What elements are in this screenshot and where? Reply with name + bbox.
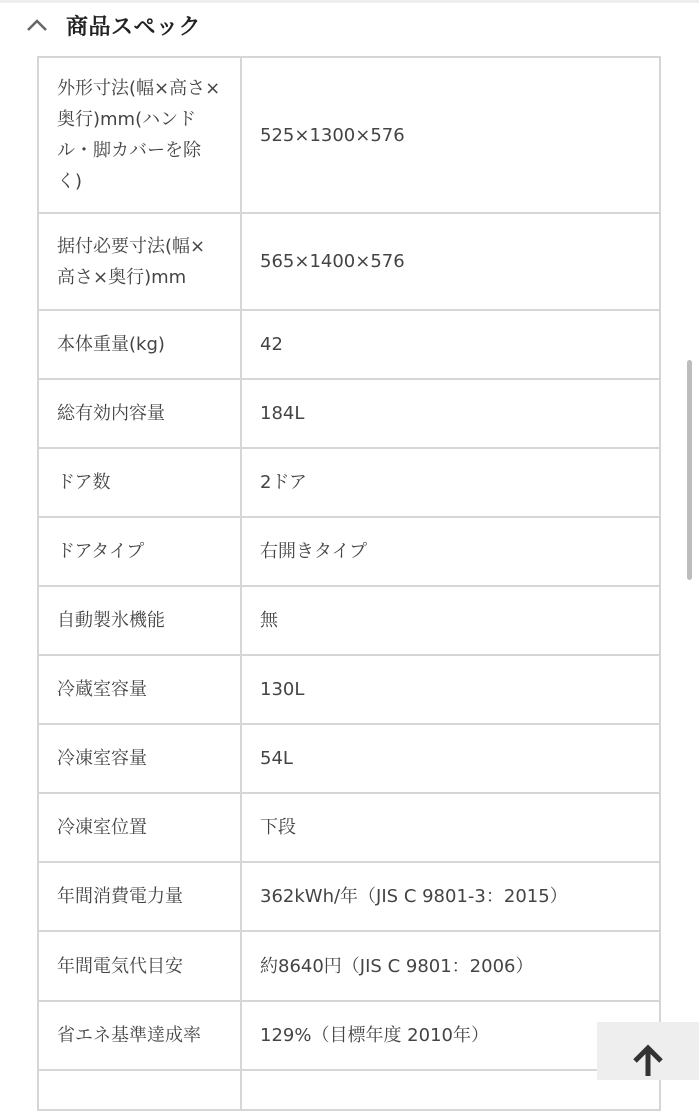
spec-value: 約8640円（JIS C 9801：2006） [241,931,660,1001]
spec-value: 525×1300×576 [241,57,660,213]
spec-label: 冷蔵室容量 [38,655,241,724]
spec-value: 42 [241,310,660,379]
back-to-top-button[interactable] [597,1022,699,1080]
spec-value: 右開きタイプ [241,517,660,586]
spec-row [38,213,660,310]
spec-row [38,724,660,793]
top-divider [0,0,699,3]
spec-row [38,793,660,862]
spec-label: 総有効内容量 [38,379,241,448]
spec-row [38,517,660,586]
spec-row [38,379,660,448]
section-title: 商品スペック [66,14,202,40]
spec-label: 本体重量(kg) [38,310,241,379]
spec-value: 362kWh/年（JIS C 9801-3：2015） [241,862,660,931]
chevron-up-icon [20,10,54,40]
arrow-up-icon [630,1042,666,1080]
spec-label: 年間消費電力量 [38,862,241,931]
spec-value: 184L [241,379,660,448]
spec-row [38,57,660,213]
spec-label: ドアタイプ [38,517,241,586]
spec-value: 下段 [241,793,660,862]
spec-row [38,655,660,724]
spec-label: 冷凍室位置 [38,793,241,862]
spec-row [38,931,660,1001]
spec-value: 565×1400×576 [241,213,660,310]
spec-section-toggle[interactable] [20,8,201,42]
spec-value: 2ドア [241,448,660,517]
spec-value: 129%（目標年度 2010年） [241,1001,660,1070]
spec-value: 無 [241,586,660,655]
spec-label: 年間電気代目安 [38,931,241,1001]
scrollbar[interactable] [687,360,692,580]
spec-table [37,56,661,1111]
spec-label: 据付必要寸法(幅×高さ×奥行)mm [38,213,241,310]
spec-row [38,862,660,931]
spec-label: 外形寸法(幅×高さ×奥行)mm(ハンドル・脚カバーを除く) [38,57,241,213]
spec-row [38,586,660,655]
spec-label [38,1070,241,1110]
spec-label: 自動製氷機能 [38,586,241,655]
spec-row [38,448,660,517]
spec-value: 130L [241,655,660,724]
spec-value: 54L [241,724,660,793]
spec-row [38,1001,660,1070]
spec-label: 冷凍室容量 [38,724,241,793]
spec-row [38,1070,660,1110]
spec-label: 省エネ基準達成率 [38,1001,241,1070]
spec-row [38,310,660,379]
spec-label: ドア数 [38,448,241,517]
